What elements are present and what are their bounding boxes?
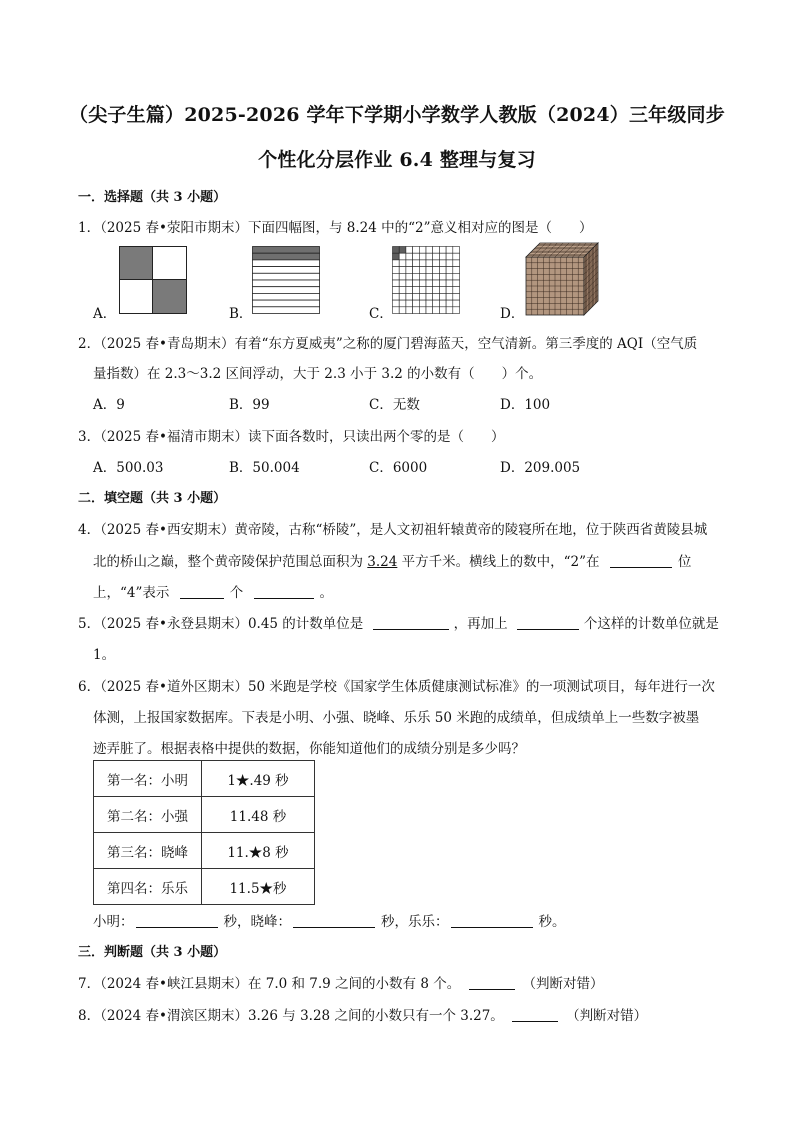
score-table	[93, 760, 315, 905]
q4-line-3-end: 。	[319, 585, 333, 601]
table-cell-rank: 第一名：小明	[94, 761, 202, 797]
q6-blank-xiaofeng[interactable]	[293, 913, 375, 928]
q3-option-a[interactable]: A．500.03	[93, 460, 164, 476]
q5-line-1-text: 5．（2025 春•永登县期末）0.45 的计数单位是	[78, 616, 364, 632]
table-cell-time: 11.5★秒	[202, 869, 315, 905]
q6-answer-line	[93, 910, 566, 930]
q4-line-2-text: 北的桥山之巅，整个黄帝陵保护范围总面积为	[93, 554, 368, 570]
table-cell-rank: 第四名：乐乐	[94, 869, 202, 905]
q1-option-a[interactable]: A．	[93, 306, 117, 322]
q4-underlined-number: 3.24	[367, 554, 398, 570]
q6-line-1: 6．（2025 春•道外区期末）50 米跑是学校《国家学生体质健康测试标准》的一项测试项目，每年进行一次	[78, 679, 715, 695]
q2-option-a[interactable]: A．9	[93, 397, 125, 413]
q2-option-c[interactable]: C．无数	[369, 397, 420, 413]
q6-blank-lele[interactable]	[451, 913, 533, 928]
q6-answer-label-d: 秒。	[538, 914, 566, 930]
q7-blank-judge[interactable]	[469, 975, 515, 990]
q4-line-3-unit: 个	[229, 585, 244, 601]
section-fill-heading: 二．填空题（共 3 小题）	[78, 491, 227, 506]
q8-text: 8．（2024 春•渭滨区期末）3.26 与 3.28 之间的小数只有一个 3.27。	[78, 1008, 504, 1024]
q4-line-2	[93, 550, 691, 570]
q2-line-2: 量指数）在 2.3～3.2 区间浮动，大于 2.3 小于 3.2 的小数有（ ）个。	[93, 366, 543, 382]
figure-c-hundred-grid	[392, 246, 460, 318]
table-row	[94, 833, 315, 869]
q4-blank-unit[interactable]	[254, 584, 314, 599]
q7-line	[78, 972, 604, 992]
q2-line-1: 2．（2025 春•青岛期末）有着“东方夏威夷”之称的厦门碧海蓝天，空气清新。第三季度的 AQI（空气质	[78, 336, 698, 352]
q6-answer-label-a: 小明：	[93, 914, 134, 930]
q3-option-b[interactable]: B．50.004	[229, 460, 300, 476]
title-line-2: 个性化分层作业 6.4 整理与复习	[258, 149, 536, 171]
q6-answer-label-c: 秒，乐乐：	[381, 914, 449, 930]
q5-blank-unit[interactable]	[373, 615, 449, 630]
q4-blank-count[interactable]	[180, 584, 224, 599]
q2-option-b[interactable]: B．99	[229, 397, 270, 413]
q4-line-2-tail: 位	[677, 554, 692, 570]
table-cell-rank: 第二名：小强	[94, 797, 202, 833]
q6-line-3: 迹弄脏了。根据表格中提供的数据，你能知道他们的成绩分别是多少吗？	[93, 741, 525, 757]
q4-line-3-text: 上，“4”表示	[93, 585, 170, 601]
table-cell-time: 1★.49 秒	[202, 761, 315, 797]
title-line-1: （尖子生篇）2025-2026 学年下学期小学数学人教版（2024）三年级同步	[69, 104, 725, 126]
q3-stem: 3．（2025 春•福清市期末）读下面各数时，只读出两个零的是（ ）	[78, 429, 505, 445]
q1-option-c[interactable]: C．	[369, 306, 393, 322]
section-judge-heading: 三．判断题（共 3 小题）	[78, 945, 227, 960]
q8-tail: （判断对错）	[566, 1008, 648, 1024]
q3-option-d[interactable]: D．209.005	[500, 460, 581, 476]
q4-line-2-text-b: 平方千米。横线上的数中，“2”在	[397, 554, 600, 570]
q7-text: 7．（2024 春•峡江县期末）在 7.0 和 7.9 之间的小数有 8 个。	[78, 976, 461, 992]
q1-stem: 1．（2025 春•荥阳市期末）下面四幅图，与 8.24 中的“2”意义相对应的图是（ ）	[78, 220, 593, 236]
q5-line-1	[78, 612, 719, 632]
q4-line-3	[93, 581, 333, 601]
figure-d-thousand-cube	[525, 242, 601, 322]
table-row	[94, 761, 315, 797]
q1-option-b[interactable]: B．	[229, 306, 253, 322]
q5-blank-count[interactable]	[517, 615, 579, 630]
q4-blank-place[interactable]	[610, 553, 672, 568]
table-cell-time: 11.48 秒	[202, 797, 315, 833]
figure-b-ten-strips	[252, 246, 320, 318]
q4-line-1: 4．（2025 春•西安期末）黄帝陵，古称“桥陵”，是人文初祖轩辕黄帝的陵寝所在地，位于陕西省黄陵县城	[78, 522, 708, 538]
q8-blank-judge[interactable]	[512, 1007, 558, 1022]
table-cell-rank: 第三名：晓峰	[94, 833, 202, 869]
table-row	[94, 797, 315, 833]
section-choice-heading: 一．选择题（共 3 小题）	[78, 190, 227, 205]
q3-option-c[interactable]: C．6000	[369, 460, 428, 476]
q6-line-2: 体测，上报国家数据库。下表是小明、小强、晓峰、乐乐 50 米跑的成绩单，但成绩单上一些数字被墨	[93, 710, 700, 726]
q6-blank-xiaoming[interactable]	[136, 913, 218, 928]
q1-option-d[interactable]: D．	[500, 306, 525, 322]
q5-line-2: 1。	[93, 647, 116, 663]
q2-option-d[interactable]: D．100	[500, 397, 551, 413]
q7-tail: （判断对错）	[522, 976, 604, 992]
figure-a-square-quarters	[119, 246, 187, 318]
q5-line-1-tail: 个这样的计数单位就是	[583, 616, 719, 632]
table-cell-time: 11.★8 秒	[202, 833, 315, 869]
q8-line	[78, 1004, 647, 1024]
q6-answer-label-b: 秒，晓峰：	[223, 914, 291, 930]
q5-line-1-mid: ，再加上	[453, 616, 508, 632]
table-row	[94, 869, 315, 905]
